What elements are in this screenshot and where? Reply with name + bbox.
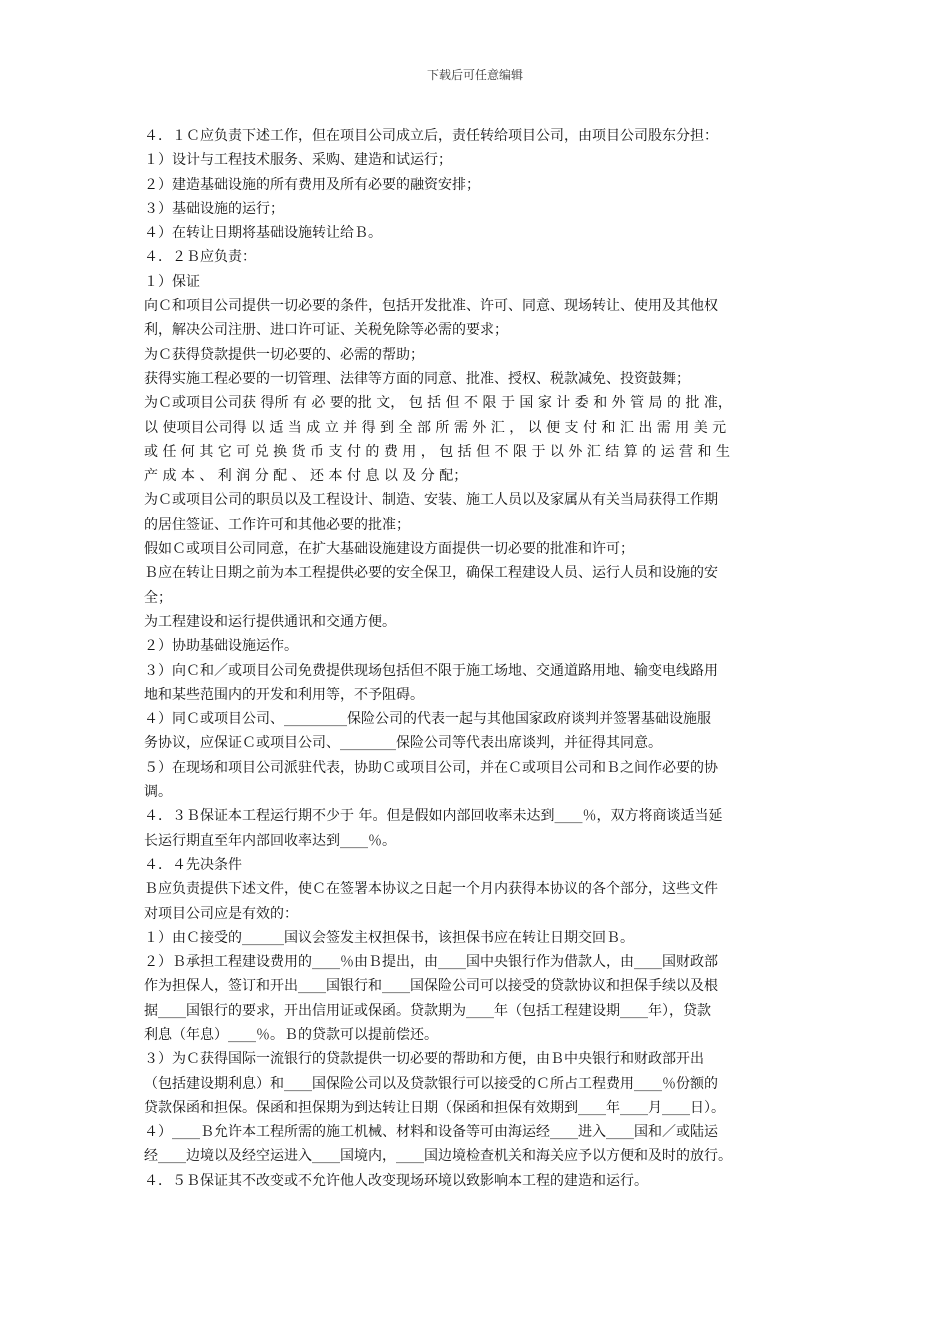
paragraph-line: 为工程建设和运行提供通讯和交通方便。 <box>144 613 396 630</box>
paragraph-line: 对项目公司应是有效的： <box>144 905 298 922</box>
paragraph-line: 调。 <box>144 784 172 801</box>
document-body <box>144 124 808 1193</box>
paragraph-line: 产 成 本 、 利 润 分 配 、 还 本 付 息 以 及 分 配； <box>144 468 468 485</box>
page-header: 下载后可任意编辑 <box>426 68 523 82</box>
paragraph-line: ４．５Ｂ保证其不改变或不允许他人改变现场环境以致影响本工程的建造和运行。 <box>144 1172 648 1189</box>
paragraph-line: 向Ｃ和项目公司提供一切必要的条件，包括开发批准、许可、同意、现场转让、使用及其他权 <box>144 298 718 315</box>
paragraph-line: 假如Ｃ或项目公司同意，在扩大基础设施建设方面提供一切必要的批准和许可； <box>144 541 634 558</box>
paragraph-line: １）设计与工程技术服务、采购、建造和试运行； <box>144 152 452 169</box>
paragraph-line: ２）协助基础设施运作。 <box>144 638 298 655</box>
paragraph-line: ３）基础设施的运行； <box>144 200 284 217</box>
paragraph-line: 利息（年息）____％。Ｂ的贷款可以提前偿还。 <box>144 1026 438 1043</box>
paragraph-line: ３）向Ｃ和／或项目公司免费提供现场包括但不限于施工场地、交通道路用地、输变电线路用 <box>144 662 718 679</box>
paragraph-line: 为Ｃ或项目公司获 得所 有 必 要的批 文， 包 括 但 不 限 于 国 家 计 委 和 外 管 局 的 批 准， <box>144 395 732 412</box>
paragraph-line: ４．３Ｂ保证本工程运行期不少于 年。但是假如内部回收率未达到____％，双方将商谈适当延 <box>144 808 723 825</box>
paragraph-line: 利，解决公司注册、进口许可证、关税免除等必需的要求； <box>144 322 508 339</box>
paragraph-line: ５）在现场和项目公司派驻代表，协助Ｃ或项目公司，并在Ｃ或项目公司和Ｂ之间作必要的协 <box>144 759 718 776</box>
paragraph-line: 或 任 何 其 它 可 兑 换 货 币 支 付 的 费 用 ， 包 括 但 不 限 于 以 外 汇 结 算 的 运 营 和 生 <box>144 443 730 460</box>
paragraph-line: 获得实施工程必要的一切管理、法律等方面的同意、批准、授权、税款减免、投资鼓舞； <box>144 370 690 387</box>
paragraph-line: １）保证 <box>144 273 200 290</box>
paragraph-line: 为Ｃ或项目公司的职员以及工程设计、制造、安装、施工人员以及家属从有关当局获得工作期 <box>144 492 718 509</box>
paragraph-line: ４）____Ｂ允许本工程所需的施工机械、材料和设备等可由海运经____进入____国和／或陆运 <box>144 1124 718 1141</box>
paragraph-line: ４．４先决条件 <box>144 856 242 873</box>
paragraph-line: 长运行期直至年内部回收率达到____％。 <box>144 832 396 849</box>
paragraph-line: Ｂ应负责提供下述文件，使Ｃ在签署本协议之日起一个月内获得本协议的各个部分，这些文件 <box>144 881 718 898</box>
paragraph-line: ４）同Ｃ或项目公司、_________保险公司的代表一起与其他国家政府谈判并签署基础设施服 <box>144 711 711 728</box>
paragraph-line: 以 使项目公司得 以 适 当 成 立 并 得 到 全 部 所 需 外 汇 ， 以 便 支 付 和 汇 出 需 用 美 元 <box>144 419 727 436</box>
paragraph-line: 的居住签证、工作许可和其他必要的批准； <box>144 516 410 533</box>
paragraph-line: 据____国银行的要求，开出信用证或保函。贷款期为____年（包括工程建设期____年），贷款 <box>144 1002 711 1019</box>
paragraph-line: 作为担保人，签订和开出____国银行和____国保险公司可以接受的贷款协议和担保手续以及根 <box>144 978 718 995</box>
paragraph-line: ２）建造基础设施的所有费用及所有必要的融资安排； <box>144 176 480 193</box>
paragraph-line: 地和某些范围内的开发和利用等，不予阻碍。 <box>144 686 424 703</box>
paragraph-line: ３）为Ｃ获得国际一流银行的贷款提供一切必要的帮助和方便，由Ｂ中央银行和财政部开出 <box>144 1051 704 1068</box>
paragraph-line: ２）Ｂ承担工程建设费用的____％由Ｂ提出，由____国中央银行作为借款人，由____国财政部 <box>144 954 718 971</box>
paragraph-line: Ｂ应在转让日期之前为本工程提供必要的安全保卫，确保工程建设人员、运行人员和设施的安 <box>144 565 718 582</box>
paragraph-line: １）由Ｃ接受的______国议会签发主权担保书，该担保书应在转让日期交回Ｂ。 <box>144 929 634 946</box>
paragraph-line: 务协议，应保证Ｃ或项目公司、________保险公司等代表出席谈判，并征得其同意。 <box>144 735 662 752</box>
paragraph-line: 全； <box>144 589 172 606</box>
paragraph-line: （包括建设期利息）和____国保险公司以及贷款银行可以接受的Ｃ所占工程费用____％份额的 <box>144 1075 718 1092</box>
paragraph-line: ４）在转让日期将基础设施转让给Ｂ。 <box>144 225 382 242</box>
paragraph-line: 为Ｃ获得贷款提供一切必要的、必需的帮助； <box>144 346 424 363</box>
paragraph-line: 贷款保函和担保。保函和担保期为到达转让日期（保函和担保有效期到____年____月____日）。 <box>144 1099 725 1116</box>
paragraph-line: ４．１Ｃ应负责下述工作，但在项目公司成立后，责任转给项目公司，由项目公司股东分担： <box>144 128 718 144</box>
paragraph-line: ４．２Ｂ应负责： <box>144 249 256 266</box>
paragraph-line: 经____边境以及经空运进入____国境内，____国边境检查机关和海关应予以方便和及时的放行。 <box>144 1148 732 1165</box>
